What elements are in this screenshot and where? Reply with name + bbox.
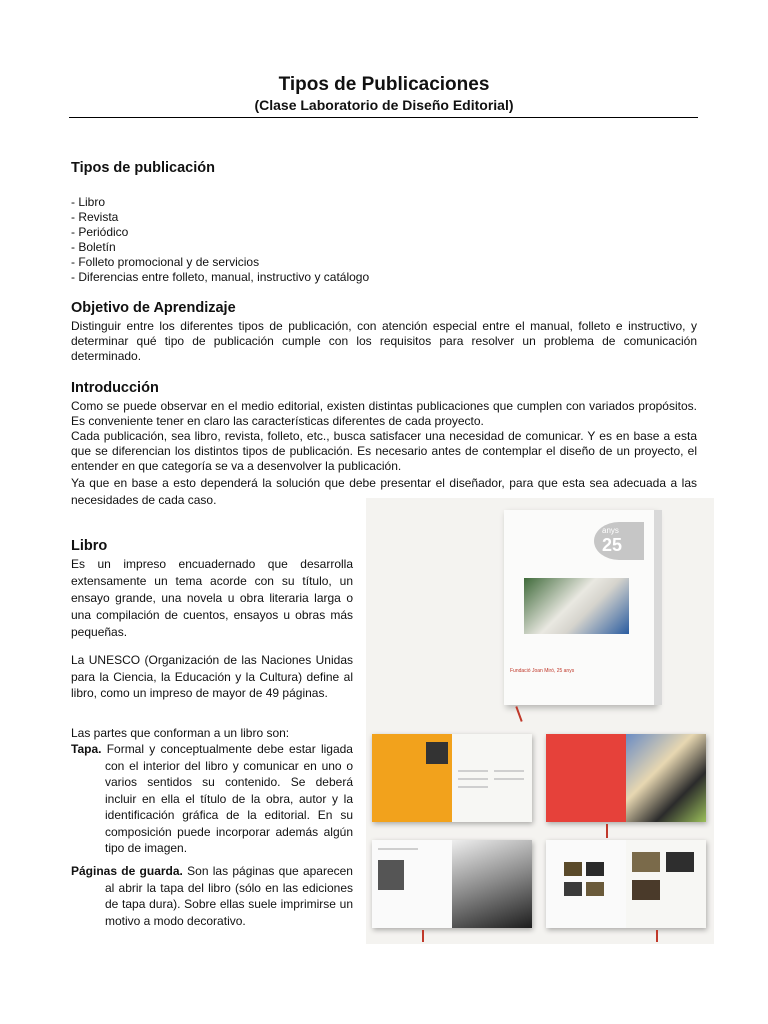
tapa-definition [71,741,353,857]
book-cover-image [504,510,656,705]
spread-photo [426,742,448,764]
introduccion-body [71,399,697,509]
book-spread-bw [372,840,532,928]
tipos-heading: Tipos de publicación [71,160,215,176]
spread-page-left [546,734,626,822]
bookmark-ribbon [656,930,658,942]
list-item: - Boletín [71,240,116,254]
bookmark-ribbon [515,706,522,722]
spread-page-right-art [626,734,706,822]
book-spread-red [546,734,706,822]
introduccion-paragraph: Como se puede observar en el medio editorial, existen distintas publicaciones que cumplen con variados propósitos. Es conveniente tener en claro las características diferentes de cada proyecto. [71,399,697,428]
page-title: Tipos de Publicaciones [278,74,490,95]
book-photos-collage [366,498,714,944]
introduccion-paragraph: Ya que en base a esto dependerá la solución que debe presentar el diseñador, para que esta sea adecuada a las necesidades de cada caso. [71,476,697,507]
introduccion-heading: Introducción [71,380,159,396]
spread-page-right [452,840,532,928]
list-item: - Folleto promocional y de servicios [71,255,260,269]
tapa-text: Formal y conceptualmente debe estar ligada con el interior del libro y comunicar en uno o varios sentidos su contenido. Se deberá incluir en ella el título de la obra, autor y la identificación gráfica de la editorial. En su composición puede incorporar además algún tipo de imagen. [105,742,353,855]
book-spine [654,510,662,705]
spread-page-right [452,734,532,822]
libro-paragraph: La UNESCO (Organización de las Naciones Unidas para la Ciencia, la Educación y la Cultura) define al libro, como un impreso de mayor de 49 páginas. [71,653,353,700]
spread-page-left [372,840,452,928]
libro-description [71,556,353,641]
cover-caption: Fundació Joan Miró, 25 anys [510,668,575,674]
guarda-term: Páginas de guarda. [71,864,183,878]
cover-badge: anys 25 [594,522,644,560]
guarda-text: Son las páginas que aparecen al abrir la tapa del libro (sólo en las ediciones de tapa dura). Sobre ellas suele imprimirse un motivo a modo decorativo. [105,864,353,928]
list-item: - Revista [71,210,119,224]
list-item: - Diferencias entre folleto, manual, instructivo y catálogo [71,270,370,284]
introduccion-paragraph: Cada publicación, sea libro, revista, folleto, etc., busca satisfacer una necesidad de comunicar. Y es en base a esta que se diferencian los distintos tipos de publicación. Es necesario antes de contemplar el diseño de un proyecto, el entender en que categoría se va a desenvolver la publicación. [71,429,697,473]
bookmark-ribbon [606,824,608,838]
list-item: - Periódico [71,225,129,239]
page-subtitle: (Clase Laboratorio de Diseño Editorial) [254,97,514,113]
list-item: - Libro [71,195,106,209]
unesco-definition [71,652,353,702]
libro-paragraph: Es un impreso encuadernado que desarrolla extensamente un tema acorde con su título, un ensayo grande, una novela u obra literaria larga o una compilación de cuentos, ensayos u obras más pequeñas. [71,557,353,639]
tapa-term: Tapa. [71,742,102,756]
libro-paragraph: Las partes que conforman a un libro son: [71,726,290,740]
objetivo-heading: Objetivo de Aprendizaje [71,300,236,316]
title-divider [69,117,698,118]
objetivo-text: Distinguir entre los diferentes tipos de publicación, con atención especial entre el manual, folleto e instructivo, y determinar qué tipo de publicación cumple con los requisitos para resolver un problema de comunicación determinado. [71,319,697,363]
spread-page-left [546,840,626,928]
book-spread-orange [372,734,532,822]
partes-intro [71,725,353,742]
book-spread-gallery [546,840,706,928]
guarda-definition [71,863,353,929]
libro-heading: Libro [71,538,108,554]
bookmark-ribbon [422,930,424,942]
cover-photo [524,578,629,634]
tipos-list [71,195,369,285]
spread-page-right [626,840,706,928]
